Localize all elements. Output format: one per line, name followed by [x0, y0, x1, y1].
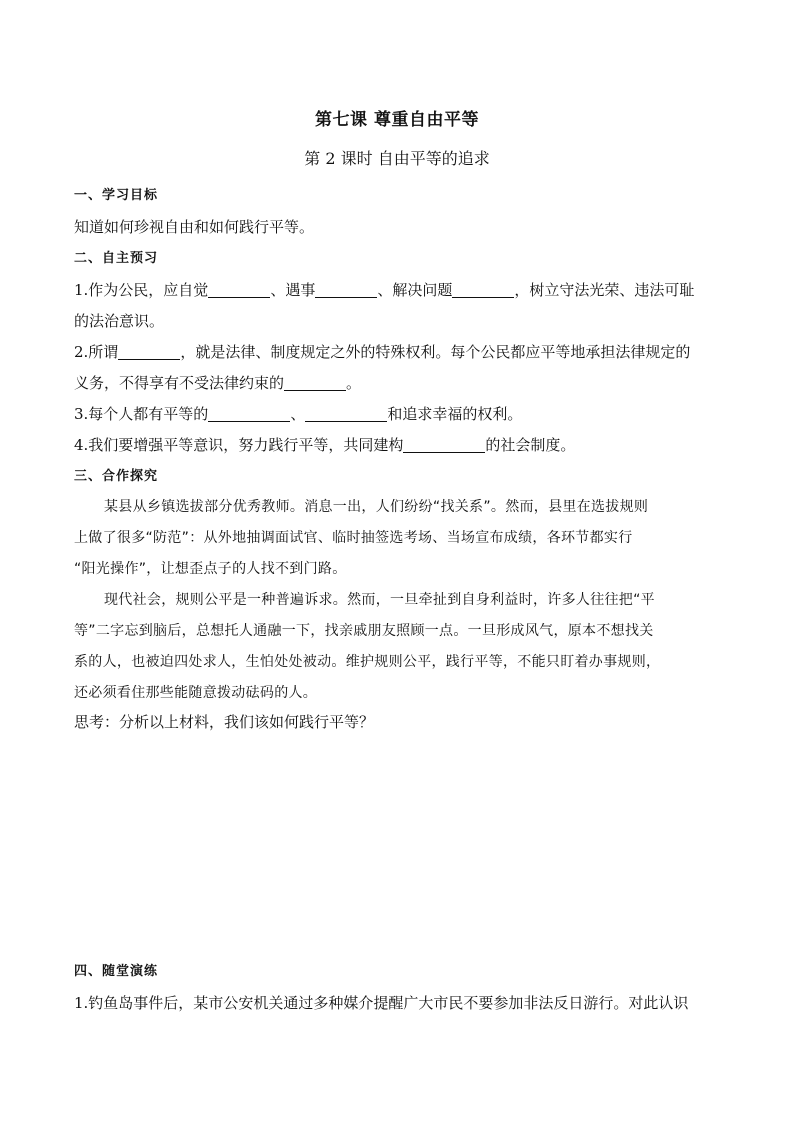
- question-1-line-1: 1.作为公民，应自觉 、遇事 、解决问题 ，树立守法光荣、违法可耻: [74, 281, 695, 299]
- section-heading-preview: 二、自主预习: [74, 251, 159, 266]
- question-1-line-2: 的法治意识。: [74, 312, 165, 330]
- material-line: “阳光操作”，让想歪点子的人找不到门路。: [74, 561, 347, 577]
- question-4-line: 4.我们要增强平等意识，努力践行平等，共同建构 的社会制度。: [74, 436, 576, 454]
- fill-blank[interactable]: [452, 279, 514, 298]
- question-2-line-2: 义务，不得享有不受法律约束的 。: [74, 374, 362, 392]
- section-heading-objectives: 一、学习目标: [74, 188, 159, 203]
- material-line: 某县从乡镇选拔部分优秀教师。消息一出，人们纷纷“找关系”。然而，县里在选拔规则: [104, 499, 649, 515]
- fill-blank[interactable]: [305, 403, 387, 422]
- preview-questions: [74, 275, 734, 461]
- question-2-line-1: 2.所谓 ，就是法律、制度规定之外的特殊权利。每个公民都应平等地承担法律规定的: [74, 343, 691, 361]
- lesson-title: 第七课 尊重自由平等: [315, 110, 479, 130]
- objectives-text: 知道如何珍视自由和如何践行平等。: [74, 218, 315, 236]
- material-line: 上做了很多“防范”：从外地抽调面试官、临时抽签选考场、当场宣布成绩，各环节都实行: [74, 530, 633, 546]
- material-line: 现代社会，规则公平是一种普遍诉求。然而，一旦牵扯到自身利益时，许多人往往把“平: [104, 592, 655, 608]
- fill-blank[interactable]: [315, 279, 377, 298]
- question-3-line: 3.每个人都有平等的 、 和追求幸福的权利。: [74, 405, 523, 423]
- fill-blank[interactable]: [284, 372, 346, 391]
- section-heading-practice: 四、随堂演练: [74, 964, 159, 979]
- fill-blank[interactable]: [208, 403, 290, 422]
- lesson-subtitle: 第 2 课时 自由平等的追求: [304, 149, 490, 168]
- think-question: 思考：分析以上材料，我们该如何践行平等？: [74, 713, 375, 731]
- material-line: 还必须看住那些能随意拨动砝码的人。: [74, 685, 318, 701]
- material-line: 等”二字忘到脑后，总想托人通融一下，找亲戚朋友照顾一点。一旦形成风气，原本不想找关: [74, 623, 654, 639]
- fill-blank[interactable]: [208, 279, 270, 298]
- fill-blank[interactable]: [403, 434, 485, 453]
- section-heading-explore: 三、合作探究: [74, 469, 159, 484]
- material-line: 系的人，也被迫四处求人，生怕处处被动。维护规则公平，践行平等，不能只盯着办事规则，: [74, 654, 661, 670]
- practice-question-1: 1.钓鱼岛事件后，某市公安机关通过多种媒介提醒广大市民不要参加非法反日游行。对此认识: [74, 994, 689, 1012]
- case-material: [74, 492, 734, 709]
- fill-blank[interactable]: [118, 341, 180, 360]
